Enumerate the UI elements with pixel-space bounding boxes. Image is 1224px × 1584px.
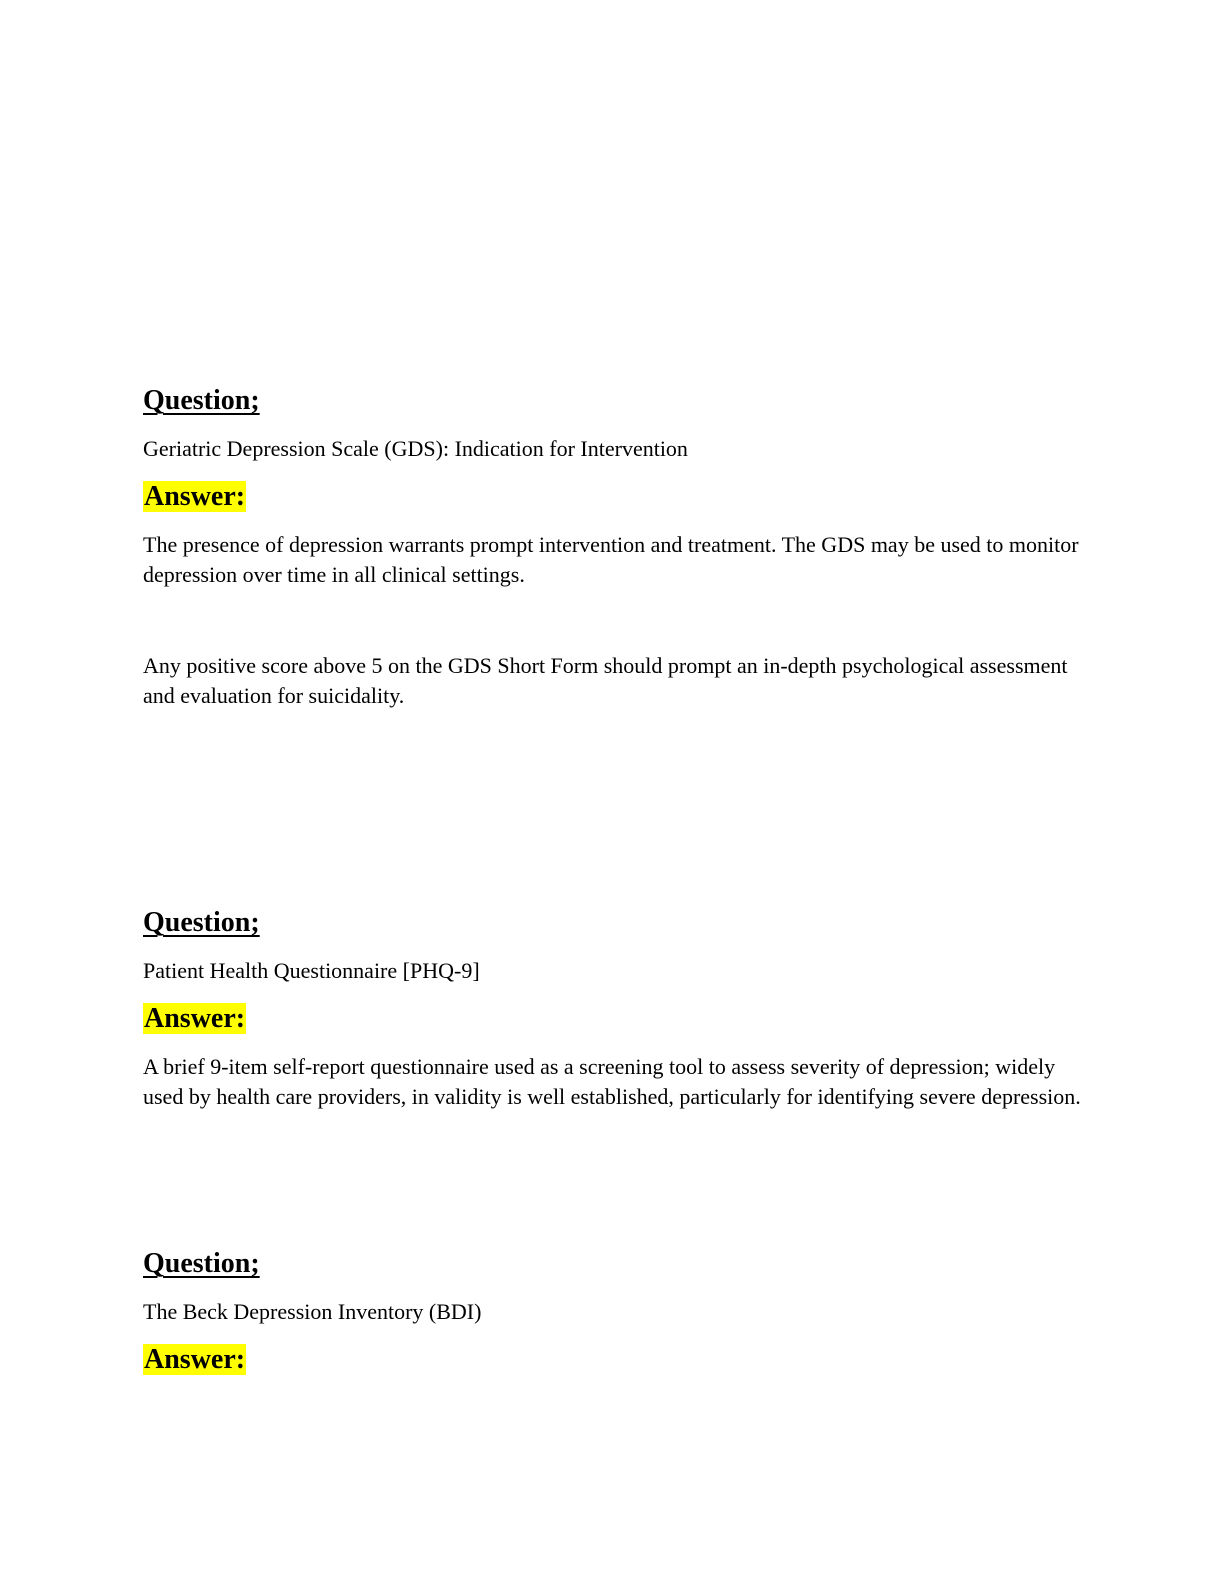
answer-paragraph: A brief 9-item self-report questionnaire used as a screening tool to assess severity of depression; widely used by health care providers, in validity is well established, particularly for identifying severe depression. (143, 1054, 1081, 1109)
answer-paragraph: Any positive score above 5 on the GDS Short Form should prompt an in-depth psychological assessment and evaluation for suicidality. (143, 653, 1068, 708)
answer-label-highlight: Answer: (144, 1344, 246, 1375)
question-label: Question; (143, 1248, 260, 1279)
answer-label-highlight: Answer: (144, 1003, 246, 1034)
question-text: Geriatric Depression Scale (GDS): Indication for Intervention (143, 436, 688, 461)
answer-label (143, 1344, 246, 1376)
answer-paragraph: The presence of depression warrants prompt intervention and treatment. The GDS may be used to monitor depression over time in all clinical settings. (143, 532, 1079, 587)
question-label: Question; (143, 907, 260, 938)
answer-label (143, 481, 246, 513)
answer-label-highlight: Answer: (144, 481, 246, 512)
question-text: Patient Health Questionnaire [PHQ-9] (143, 958, 480, 983)
question-text: The Beck Depression Inventory (BDI) (143, 1299, 482, 1324)
answer-label (143, 1003, 246, 1035)
question-label: Question; (143, 385, 260, 416)
